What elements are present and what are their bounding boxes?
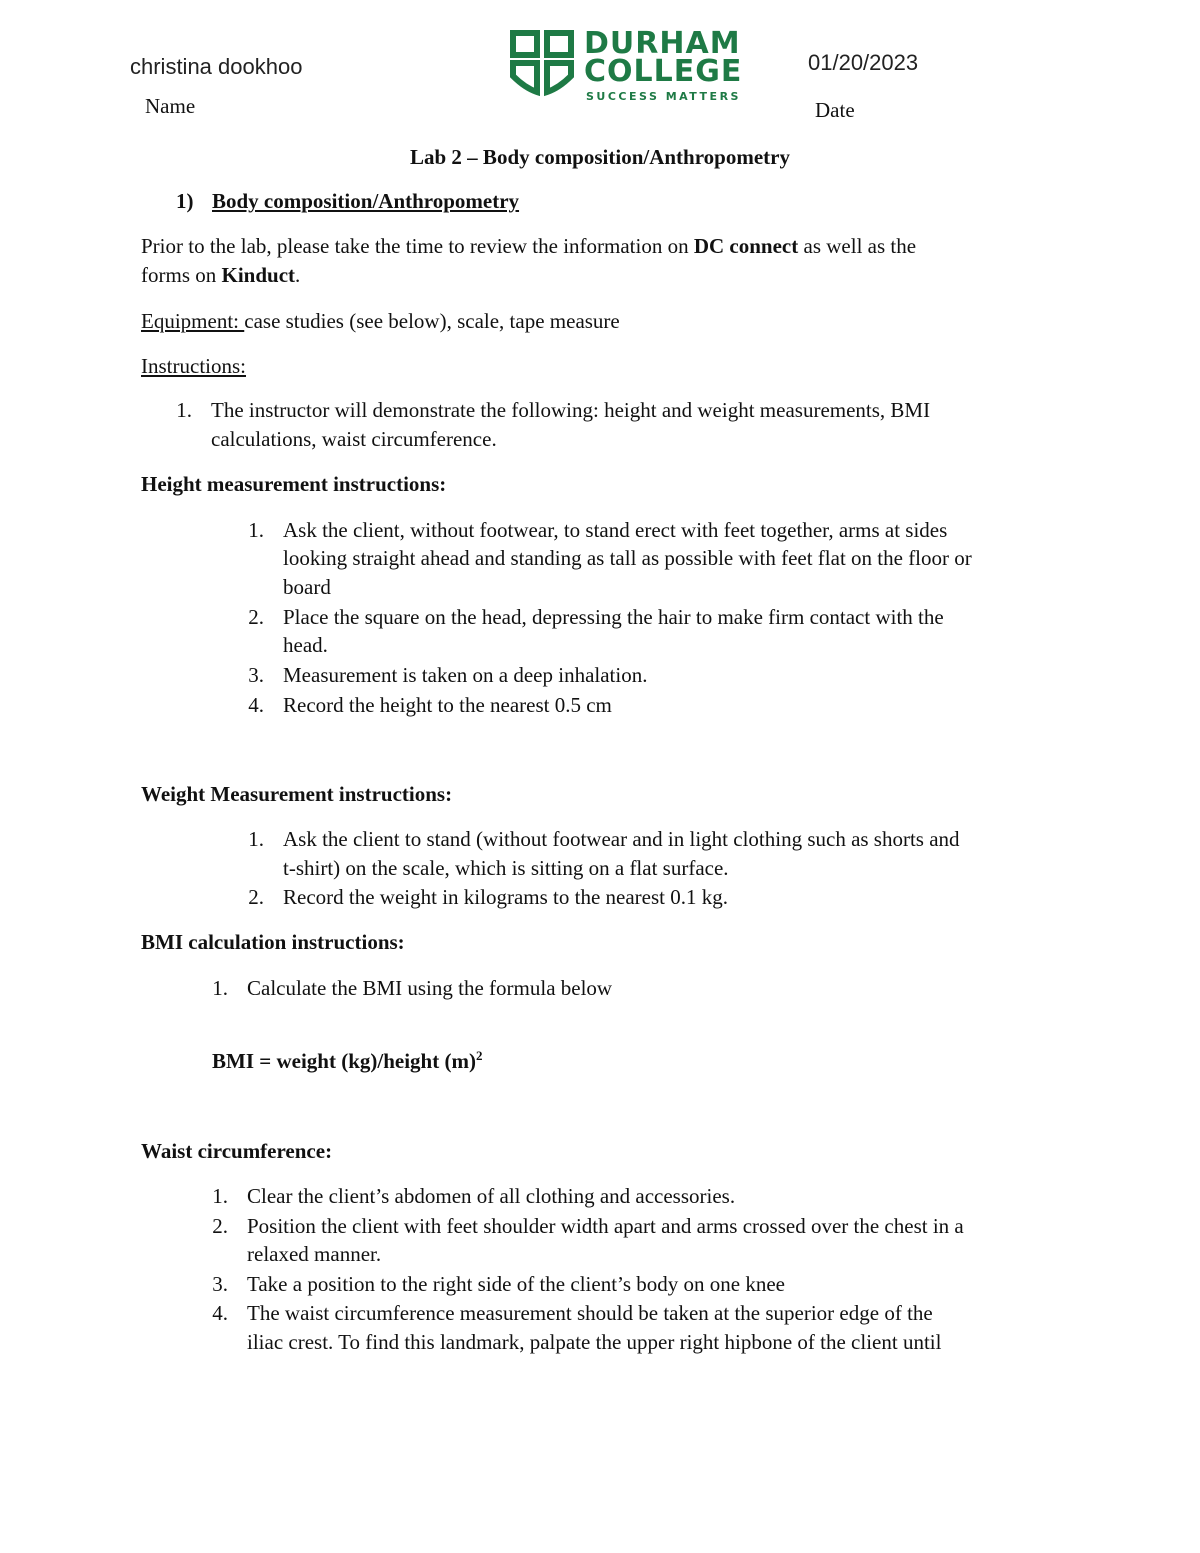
list-item: Ask the client to stand (without footwear and in light clothing such as shorts and — [283, 827, 960, 851]
list-item: Calculate the BMI using the formula below — [247, 976, 613, 1000]
intro-text: . — [295, 263, 301, 287]
list-number: 2. — [248, 885, 264, 909]
list-item: The instructor will demonstrate the following: height and weight measurements, BMI — [211, 398, 931, 422]
list-item-continued: t-shirt) on the scale, which is sitting on a flat surface. — [283, 856, 729, 880]
list-item: Place the square on the head, depressing the hair to make firm contact with the — [283, 605, 944, 629]
waist-heading: Waist circumference: — [141, 1139, 333, 1163]
section-number: 1) — [176, 189, 194, 213]
intro-text: Prior to the lab, please take the time to review the information on — [141, 234, 694, 258]
kinduct-text: Kinduct — [221, 263, 296, 287]
durham-college-logo — [510, 26, 743, 106]
list-number: 4. — [212, 1301, 228, 1325]
list-number: 1. — [212, 1184, 228, 1208]
intro-text: forms on — [141, 263, 222, 287]
bmi-formula-text: BMI = weight (kg)/height (m) — [212, 1049, 476, 1073]
equipment-label: Equipment: — [141, 309, 245, 333]
list-number: 1. — [248, 518, 264, 542]
weight-heading: Weight Measurement instructions: — [141, 782, 453, 806]
list-item-continued: looking straight ahead and standing as tall as possible with feet flat on the floor or — [283, 546, 972, 570]
list-item: The waist circumference measurement should be taken at the superior edge of the — [247, 1301, 933, 1325]
dc-connect-text: DC connect — [693, 234, 799, 258]
list-item-continued: calculations, waist circumference. — [211, 427, 497, 451]
intro-line-2 — [141, 263, 300, 288]
list-item: Record the weight in kilograms to the nearest 0.1 kg. — [283, 885, 728, 909]
student-name: christina dookhoo — [130, 54, 303, 79]
date-label: Date — [815, 98, 855, 122]
list-number: 3. — [248, 663, 264, 687]
page-title: Lab 2 – Body composition/Anthropometry — [410, 145, 790, 169]
list-item-continued: iliac crest. To find this landmark, palpate the upper right hipbone of the client until — [247, 1330, 942, 1354]
intro-text: as well as the — [798, 234, 917, 258]
name-label: Name — [145, 94, 196, 118]
list-item-continued: relaxed manner. — [247, 1242, 382, 1266]
shield-crest-icon — [510, 30, 576, 102]
list-number: 2. — [248, 605, 264, 629]
logo-line-college: COLLEGE — [584, 54, 743, 89]
list-item: Ask the client, without footwear, to stand erect with feet together, arms at sides — [283, 518, 948, 542]
list-item: Take a position to the right side of the client’s body on one knee — [247, 1272, 785, 1296]
bmi-heading: BMI calculation instructions: — [141, 930, 405, 954]
list-item-continued: head. — [283, 633, 328, 657]
list-item: Clear the client’s abdomen of all clothing and accessories. — [247, 1184, 736, 1208]
height-heading: Height measurement instructions: — [141, 472, 447, 496]
list-number: 2. — [212, 1214, 228, 1238]
logo-line-durham: DURHAM — [584, 26, 741, 61]
list-item: Measurement is taken on a deep inhalation. — [283, 663, 648, 687]
date-value: 01/20/2023 — [808, 50, 919, 75]
intro-line-1 — [141, 234, 916, 259]
list-number: 1. — [212, 976, 228, 1000]
logo-tagline: SUCCESS MATTERS — [586, 90, 741, 103]
bmi-formula — [212, 1048, 482, 1074]
list-item: Record the height to the nearest 0.5 cm — [283, 693, 612, 717]
list-number: 3. — [212, 1272, 228, 1296]
section-heading: Body composition/Anthropometry — [212, 189, 520, 213]
bmi-formula-exponent: 2 — [475, 1048, 483, 1063]
list-item-continued: board — [283, 575, 331, 599]
instructions-label: Instructions: — [141, 354, 246, 378]
equipment-line — [141, 309, 620, 334]
equipment-text: case studies (see below), scale, tape measure — [244, 309, 620, 333]
list-number: 4. — [248, 693, 264, 717]
list-number: 1. — [176, 398, 192, 422]
list-item: Position the client with feet shoulder width apart and arms crossed over the chest in a — [247, 1214, 964, 1238]
list-number: 1. — [248, 827, 264, 851]
